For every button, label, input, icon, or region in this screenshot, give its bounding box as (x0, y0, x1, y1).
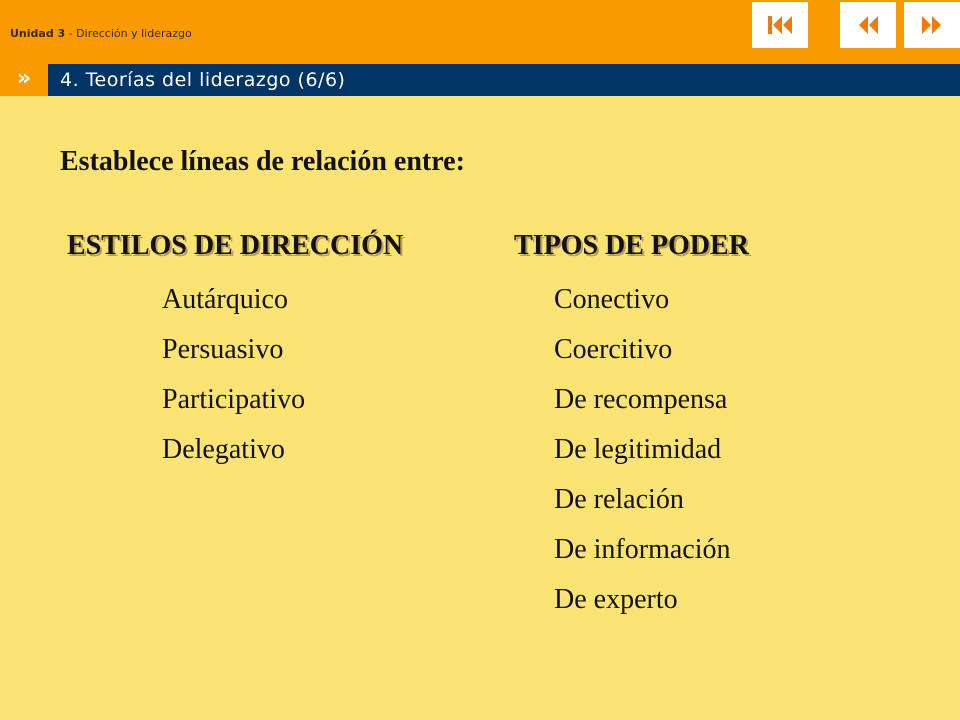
first-slide-button[interactable] (752, 2, 808, 48)
unit-subject: Dirección y liderazgo (76, 27, 192, 40)
previous-slide-icon (855, 14, 881, 36)
tipos-list (554, 275, 731, 625)
estilos-list (162, 275, 305, 475)
list-item: Coercitivo (554, 334, 673, 365)
next-slide-button[interactable] (904, 2, 960, 48)
list-item: Conectivo (554, 284, 670, 315)
unit-number: Unidad 3 (10, 27, 66, 40)
unit-separator: - (65, 27, 77, 40)
unit-label (10, 27, 192, 40)
section-bar (0, 64, 960, 96)
list-item: De recompensa (554, 384, 728, 415)
list-item: Participativo (162, 384, 306, 415)
section-title: 4. Teorías del liderazgo (6/6) (60, 69, 346, 91)
section-marker-icon: » (0, 64, 48, 96)
first-slide-icon (765, 14, 795, 36)
next-slide-icon (919, 14, 945, 36)
list-item: Persuasivo (162, 334, 284, 365)
list-item: De experto (554, 584, 678, 615)
header-bar (0, 0, 960, 64)
estilos-heading: ESTILOS DE DIRECCIÓN (67, 230, 404, 261)
previous-slide-button[interactable] (840, 2, 896, 48)
list-item: De legitimidad (554, 434, 722, 465)
instruction-text: Establece líneas de relación entre: (60, 146, 465, 177)
list-item: De relación (554, 484, 684, 515)
list-item: De información (554, 534, 731, 565)
list-item: Autárquico (162, 284, 288, 315)
list-item: Delegativo (162, 434, 285, 465)
tipos-heading: TIPOS DE PODER (514, 230, 749, 261)
